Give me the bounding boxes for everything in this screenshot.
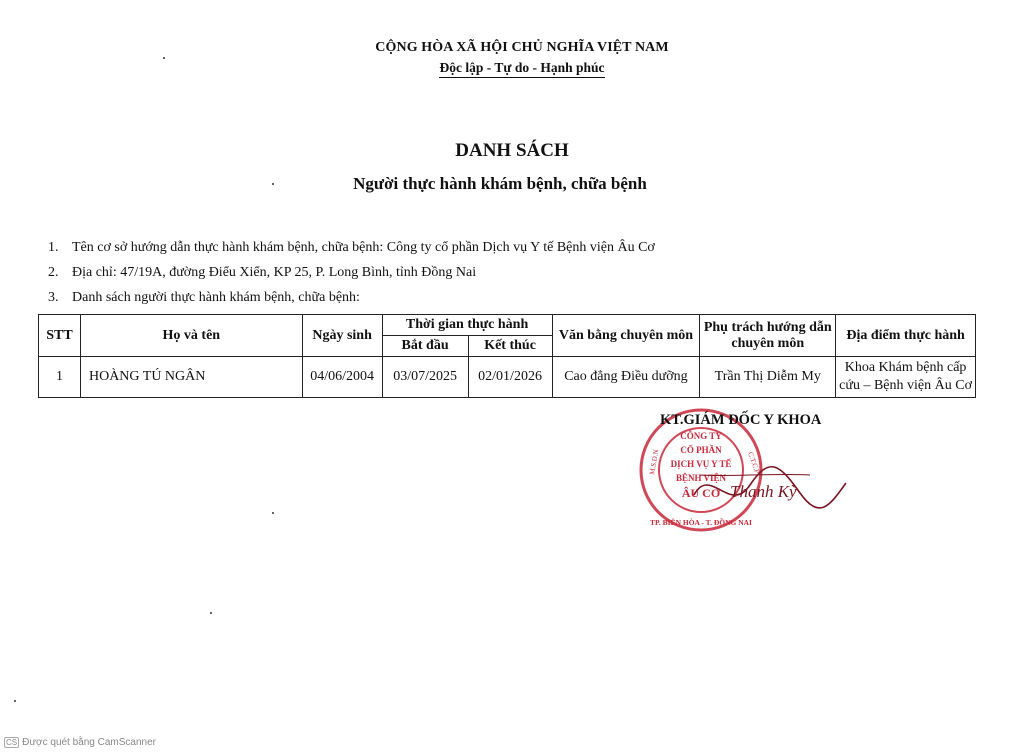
col-header-degree: Văn bằng chuyên môn [552, 315, 700, 357]
col-header-period: Thời gian thực hành [382, 315, 552, 336]
cell-end: 02/01/2026 [468, 357, 552, 398]
col-header-name: Họ và tên [80, 315, 302, 357]
scan-speck [14, 700, 16, 702]
svg-text:ÂU CƠ: ÂU CƠ [681, 486, 721, 500]
svg-text:CỔ PHẦN: CỔ PHẦN [680, 445, 722, 455]
scan-speck [272, 183, 274, 185]
scanner-watermark [4, 737, 156, 748]
svg-text:M.S.D.N: M.S.D.N [648, 448, 661, 476]
practitioner-table [38, 314, 976, 398]
cell-stt: 1 [39, 357, 81, 398]
scan-speck [210, 612, 212, 614]
svg-text:BỆNH VIỆN: BỆNH VIỆN [675, 473, 727, 483]
col-header-location: Địa điểm thực hành [836, 315, 976, 357]
item-text: Địa chỉ: 47/19A, đường Điểu Xiển, KP 25, P. Long Bình, tỉnh Đồng Nai [72, 265, 477, 280]
national-motto [312, 60, 732, 76]
list-item [48, 290, 360, 306]
scanner-text: Được quét bằng CamScanner [22, 737, 157, 748]
scan-speck [163, 57, 165, 59]
camscanner-icon: CS [6, 738, 18, 747]
cell-degree: Cao đẳng Điều dưỡng [552, 357, 700, 398]
scan-speck [272, 512, 274, 514]
svg-text:C.T.C.P: C.T.C.P [746, 450, 762, 475]
document-title: DANH SÁCH [455, 140, 569, 161]
signatory-title: KT.GIÁM ĐỐC Y KHOA [660, 412, 822, 428]
list-item [48, 240, 655, 256]
list-item [48, 265, 476, 281]
cell-start: 03/07/2025 [382, 357, 468, 398]
svg-text:DỊCH VỤ Y TẾ: DỊCH VỤ Y TẾ [670, 459, 732, 469]
document-subtitle: Người thực hành khám bệnh, chữa bệnh [353, 174, 647, 193]
col-header-dob: Ngày sinh [302, 315, 382, 357]
col-header-stt: STT [39, 315, 81, 357]
table-row [39, 357, 976, 398]
cell-location: Khoa Khám bệnh cấp cứu – Bệnh viện Âu Cơ [836, 357, 976, 398]
col-header-end: Kết thúc [468, 336, 552, 357]
item-number: 3. [48, 290, 59, 305]
svg-text:TP. BIÊN HÒA - T. ĐỒNG NAI: TP. BIÊN HÒA - T. ĐỒNG NAI [650, 518, 752, 527]
item-text: Tên cơ sở hướng dẫn thực hành khám bệnh, chữa bệnh: Công ty cổ phần Dịch vụ Y tế Bệnh viện Âu Cơ [72, 240, 655, 255]
item-number: 1. [48, 240, 59, 255]
col-header-start: Bắt đầu [382, 336, 468, 357]
cell-dob: 04/06/2004 [302, 357, 382, 398]
signatory-name: Thanh Kỳ [730, 482, 797, 501]
cell-name: HOÀNG TÚ NGÂN [80, 357, 302, 398]
cell-supervisor: Trần Thị Diễm My [700, 357, 836, 398]
country-name: CỘNG HÒA XÃ HỘI CHỦ NGHĨA VIỆT NAM [375, 40, 669, 55]
motto-text: Độc lập - Tự do - Hạnh phúc [439, 60, 604, 78]
col-header-supervisor: Phụ trách hướng dẫn chuyên môn [700, 315, 836, 357]
item-number: 2. [48, 265, 59, 280]
svg-text:CÔNG TY: CÔNG TY [680, 431, 722, 441]
table-header-row [39, 315, 976, 336]
item-text: Danh sách người thực hành khám bệnh, chữa bệnh: [72, 290, 360, 305]
